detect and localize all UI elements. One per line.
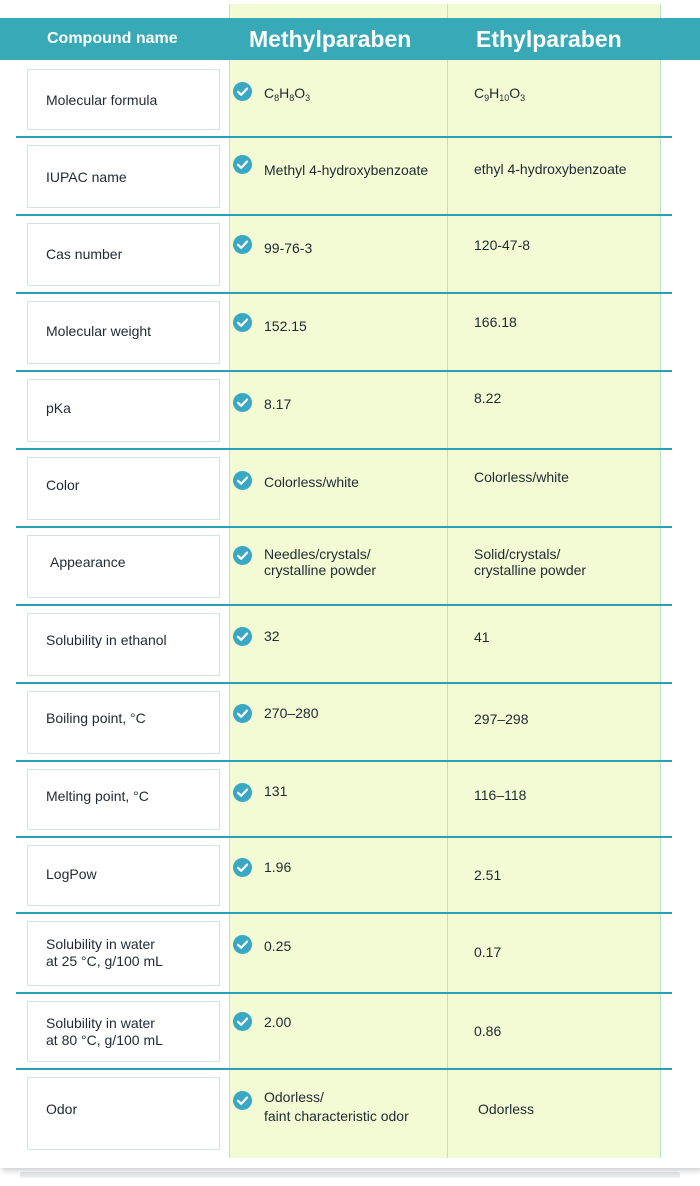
ethylparaben-value: 166.18 (474, 314, 517, 330)
check-circle-icon (233, 82, 252, 101)
property-label: Molecular weight (46, 323, 152, 339)
property-label: Odor (46, 1101, 78, 1117)
property-label: at 25 °C, g/100 mL (46, 953, 163, 969)
methylparaben-value: 270–280 (264, 705, 319, 721)
methylparaben-value: 99-76-3 (264, 240, 313, 256)
table-row (0, 294, 700, 372)
card-shadow (20, 1172, 680, 1178)
ethylparaben-value: 8.22 (474, 390, 502, 406)
table-header (0, 18, 700, 60)
ethylparaben-value: 116–118 (474, 787, 527, 803)
table-row (0, 450, 700, 528)
ethylparaben-value: $C_9H_{10}O_3$ (474, 85, 526, 103)
check-circle-icon (233, 393, 252, 412)
ethylparaben-value: 120-47-8 (474, 237, 531, 253)
ethylparaben-value: 2.51 (474, 867, 502, 883)
header-methylparaben: Methylparaben (249, 26, 412, 52)
table-row (0, 914, 700, 994)
property-label: Appearance (50, 554, 126, 570)
methylparaben-value: faint characteristic odor (264, 1108, 409, 1124)
property-label: Molecular formula (46, 92, 158, 108)
methylparaben-value: 152.15 (264, 318, 307, 334)
table-row (0, 684, 700, 762)
property-label: Color (46, 477, 80, 493)
table-row (0, 216, 700, 294)
ethylparaben-value: 41 (474, 629, 490, 645)
methylparaben-value: 8.17 (264, 396, 292, 412)
property-label: Cas number (46, 246, 123, 262)
property-label: Solubility in ethanol (46, 632, 167, 648)
header-compound-name: Compound name (47, 30, 178, 47)
check-circle-icon (233, 1012, 252, 1031)
ethylparaben-value: 297–298 (474, 711, 529, 727)
methylparaben-value: 0.25 (264, 938, 292, 954)
check-circle-icon (233, 155, 252, 174)
property-label: Melting point, °C (46, 788, 149, 804)
methylparaben-value: crystalline powder (264, 562, 377, 578)
property-label: pKa (46, 400, 71, 416)
table-row (0, 138, 700, 216)
methylparaben-value: 2.00 (264, 1014, 292, 1030)
methylparaben-value: $C_8H_8O_3$ (264, 85, 311, 103)
table-row (0, 62, 700, 138)
check-circle-icon (233, 858, 252, 877)
check-circle-icon (233, 313, 252, 332)
check-circle-icon (233, 1091, 252, 1110)
table-row (0, 994, 700, 1070)
property-label: IUPAC name (46, 169, 127, 185)
header-ethylparaben: Ethylparaben (476, 26, 622, 52)
property-label: at 80 °C, g/100 mL (46, 1032, 163, 1048)
ethylparaben-value: ethyl 4-hydroxybenzoate (474, 161, 627, 177)
table-row (0, 838, 700, 914)
check-circle-icon (233, 471, 252, 490)
check-circle-icon (233, 546, 252, 565)
property-label: Boiling point, °C (46, 710, 146, 726)
table-row (0, 372, 700, 450)
ethylparaben-value: Solid/crystals/ (474, 546, 561, 562)
property-label: Solubility in water (46, 1015, 155, 1031)
check-circle-icon (233, 627, 252, 646)
ethylparaben-value: crystalline powder (474, 562, 587, 578)
methylparaben-value: 32 (264, 628, 280, 644)
methylparaben-value: Needles/crystals/ (264, 546, 371, 562)
check-circle-icon (233, 235, 252, 254)
methylparaben-value: Odorless/ (264, 1089, 324, 1105)
check-circle-icon (233, 704, 252, 723)
methylparaben-value: 131 (264, 783, 288, 799)
methylparaben-value: Colorless/white (264, 474, 359, 490)
check-circle-icon (233, 935, 252, 954)
methylparaben-value: Methyl 4-hydroxybenzoate (264, 162, 429, 178)
table-row (0, 528, 700, 606)
ethylparaben-value: Colorless/white (474, 469, 569, 485)
table-row (0, 1070, 700, 1158)
ethylparaben-value: Odorless (478, 1101, 535, 1117)
table-row (0, 762, 700, 838)
ethylparaben-value: 0.17 (474, 944, 502, 960)
property-label: LogPow (46, 866, 97, 882)
table-row (0, 606, 700, 684)
methylparaben-value: 1.96 (264, 859, 292, 875)
ethylparaben-value: 0.86 (474, 1023, 502, 1039)
check-circle-icon (233, 783, 252, 802)
property-label: Solubility in water (46, 936, 155, 952)
